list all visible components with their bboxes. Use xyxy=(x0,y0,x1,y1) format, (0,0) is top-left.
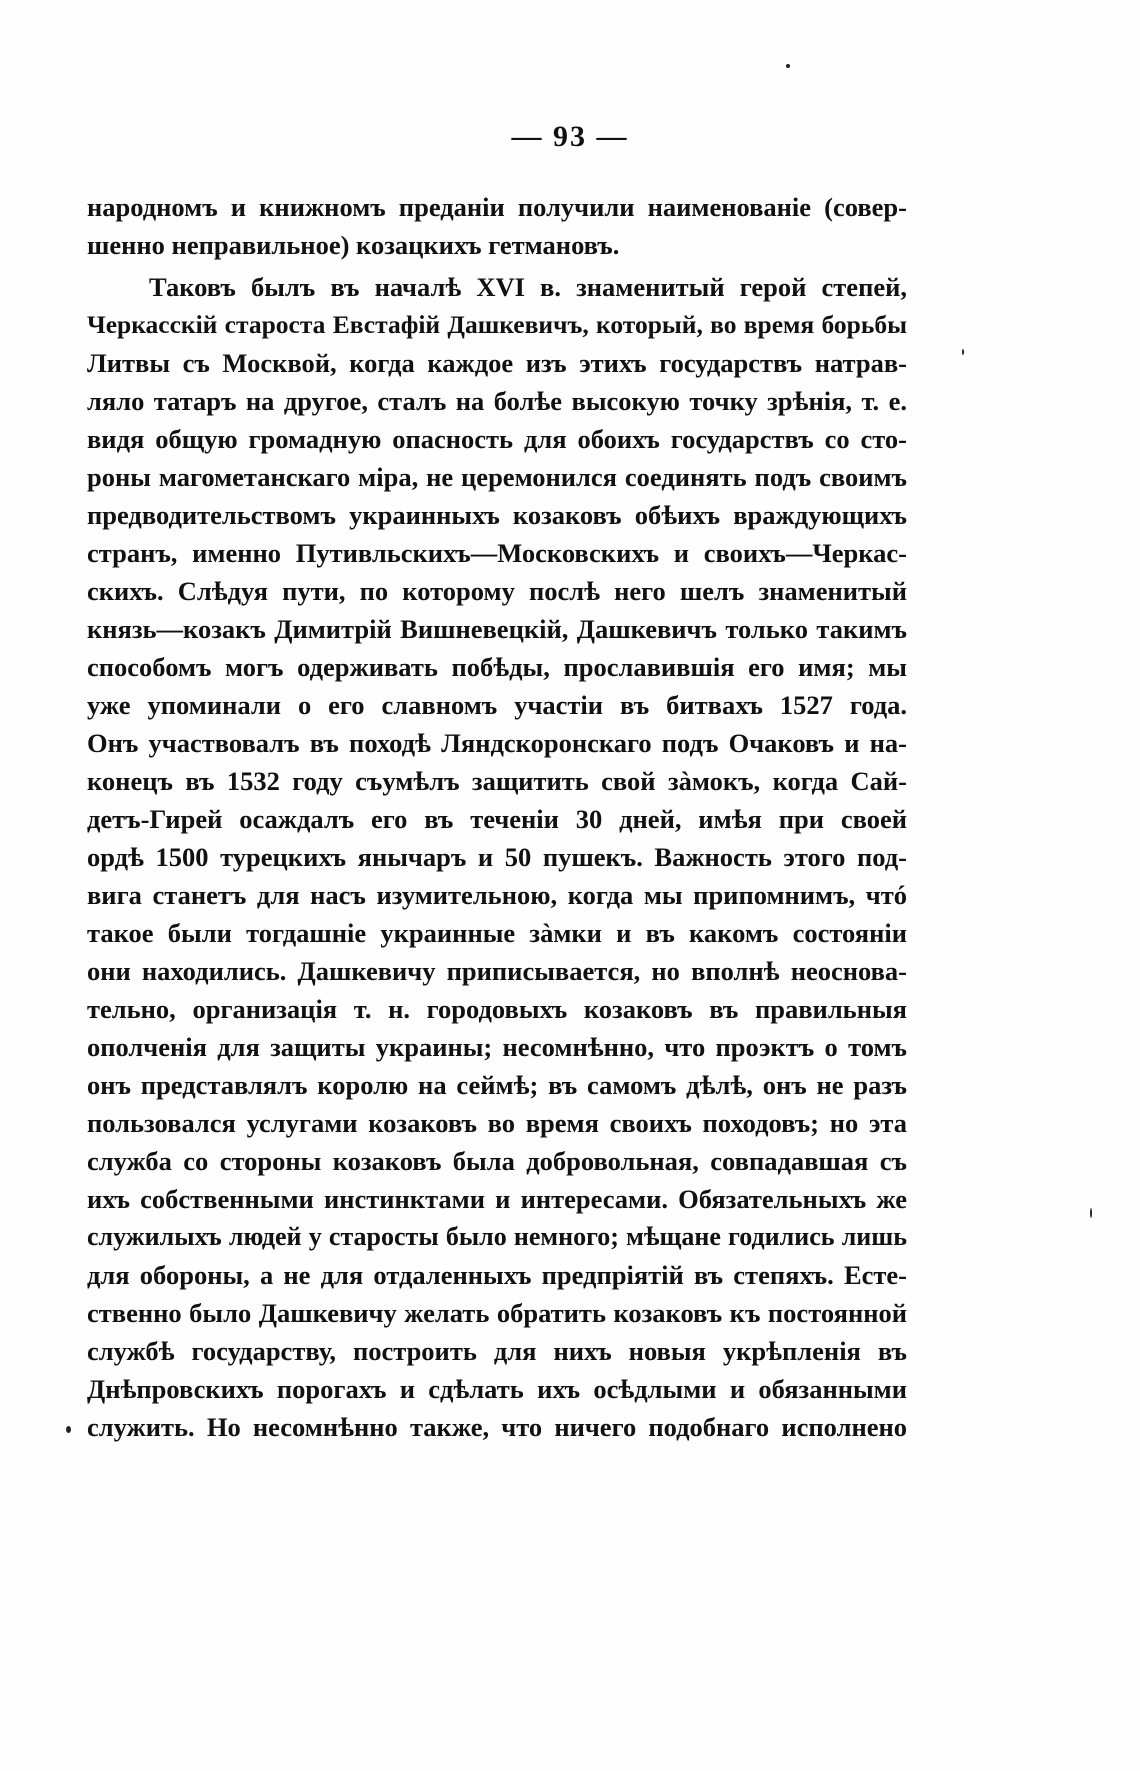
text-line: народномъ и книжномъ преданіи получили наименованіе (совер- xyxy=(87,192,907,222)
text-line: конецъ въ 1532 году съумѣлъ защитить свой зàмокъ, когда Сай- xyxy=(87,766,907,796)
text-line: Днѣпровскихъ порогахъ и сдѣлать ихъ осѣдлыми и обязанными xyxy=(87,1374,907,1404)
text-line: Таковъ былъ въ началѣ XVI в. знаменитый герой степей, xyxy=(149,272,907,302)
page-number: — 93 — xyxy=(511,120,629,153)
paragraph xyxy=(87,188,907,264)
text-line: тельно, организація т. н. городовыхъ козаковъ въ правильныя xyxy=(87,994,907,1024)
text-line: пользовался услугами козаковъ во время своихъ походовъ; но эта xyxy=(87,1108,907,1138)
text-line: странъ, именно Путивльскихъ—Московскихъ и своихъ—Черкас- xyxy=(87,538,907,568)
text-line: шенно неправильное) козацкихъ гетмановъ. xyxy=(87,230,620,260)
text-line: Черкасскій староста Евстафій Дашкевичъ, который, во время борьбы xyxy=(87,310,907,339)
scan-speck xyxy=(786,64,790,68)
text-line: уже упоминали о его славномъ участіи въ битвахъ 1527 года. xyxy=(87,690,907,720)
text-line: служилыхъ людей у старосты было немного; мѣщане годились лишь xyxy=(87,1222,907,1251)
paragraph xyxy=(87,268,907,1484)
text-line: ственно было Дашкевичу желать обратить козаковъ къ постоянной xyxy=(87,1298,907,1328)
text-line: служить. Но несомнѣнно также, что ничего подобнаго исполнено xyxy=(87,1412,907,1442)
scan-speck xyxy=(1090,1208,1092,1218)
text-line: ополченія для защиты украины; несомнѣнно, что проэктъ о томъ xyxy=(87,1032,907,1062)
text-line: такое были тогдашніе украинные зàмки и въ какомъ состояніи xyxy=(87,918,907,948)
text-line: онъ представлялъ королю на сеймѣ; въ самомъ дѣлѣ, онъ не разъ xyxy=(87,1070,907,1100)
text-line: роны магометанскаго міра, не церемонился соединять подъ своимъ xyxy=(87,462,907,492)
scan-speck xyxy=(66,1426,71,1433)
text-line: ихъ собственными инстинктами и интересами. Обязательныхъ же xyxy=(87,1184,907,1214)
text-line xyxy=(87,1446,907,1484)
text-line: службѣ государству, построить для нихъ новыя укрѣпленія въ xyxy=(87,1336,907,1366)
text-line: предводительствомъ украинныхъ козаковъ обѣихъ враждующихъ xyxy=(87,500,907,530)
body-text xyxy=(87,188,907,1484)
text-line: они находились. Дашкевичу приписывается, но вполнѣ неоснова- xyxy=(87,956,907,986)
text-line: скихъ. Слѣдуя пути, по которому послѣ него шелъ знаменитый xyxy=(87,576,907,606)
text-line: князь—козакъ Димитрій Вишневецкій, Дашкевичъ только такимъ xyxy=(87,614,907,644)
scan-speck xyxy=(962,349,964,355)
text-line: ляло татаръ на другое, сталъ на болѣе высокую точку зрѣнія, т. е. xyxy=(87,386,907,416)
text-line: служба со стороны козаковъ была добровольная, совпадавшая съ xyxy=(87,1146,907,1176)
text-line: видя общую громадную опасность для обоихъ государствъ со сто- xyxy=(87,424,907,454)
text-line: Онъ участвовалъ въ походѣ Ляндскоронскаго подъ Очаковъ и на- xyxy=(87,728,907,758)
text-line: ордѣ 1500 турецкихъ янычаръ и 50 пушекъ. Важность этого под- xyxy=(87,842,907,872)
text-line: для обороны, а не для отдаленныхъ предпріятій въ степяхъ. Есте- xyxy=(87,1260,907,1290)
text-line: способомъ могъ одерживать побѣды, прославившія его имя; мы xyxy=(87,652,907,682)
text-line: детъ-Гирей осаждалъ его въ теченіи 30 дней, имѣя при своей xyxy=(87,804,907,834)
text-line: вига станетъ для насъ изумительною, когда мы припомнимъ, чтó xyxy=(87,880,907,910)
text-line: Литвы съ Москвой, когда каждое изъ этихъ государствъ натрав- xyxy=(87,348,907,378)
